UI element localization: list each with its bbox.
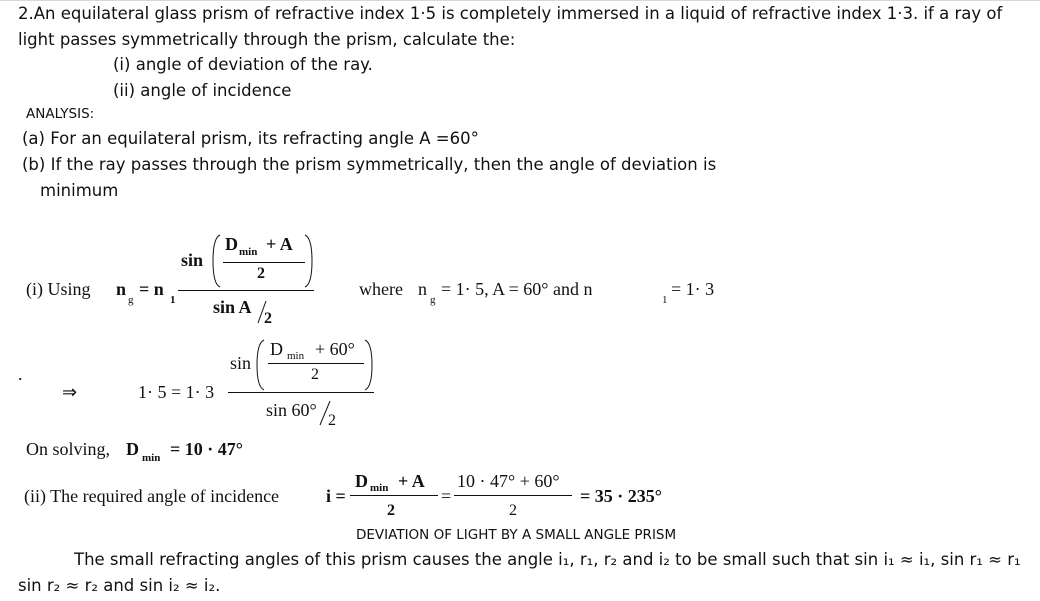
eq1-left-paren [211, 234, 221, 288]
eq2-slash-two: 2 [328, 412, 336, 429]
solving-text: On solving, [26, 439, 111, 459]
eq1-right-paren [304, 234, 314, 288]
eq2-sin: sin [230, 353, 252, 373]
eq3-two-2: 2 [509, 502, 517, 519]
eq2-inner-fraction-bar [268, 363, 364, 364]
solving-D: D [126, 439, 139, 459]
eq3-result: = 35 · 235° [580, 486, 662, 506]
eq1-using: (i) Using [26, 279, 91, 299]
eq2-implies-arrow: ⇒ [62, 382, 78, 402]
eq1-inner-fraction-bar [223, 262, 305, 263]
question-line-2: light passes symmetrically through the prism, calculate the: [18, 30, 516, 49]
eq1-g-sub: g [128, 294, 134, 306]
eq2-right-paren [364, 339, 374, 391]
eq1-n: n [116, 279, 127, 299]
eq2-lhs: 1· 5 = 1· 3 [138, 382, 215, 402]
eq2-sin-60: sin 60° [266, 400, 317, 420]
eq1-sin: sin [181, 250, 204, 270]
eq1-where-n: n [418, 279, 427, 299]
analysis-b-line-1: (b) If the ray passes through the prism symmetrically, then the angle of deviation is [22, 155, 717, 174]
eq3-fraction-bar-1 [350, 495, 438, 496]
eq2-inner-two: 2 [311, 366, 319, 383]
analysis-a: (a) For an equilateral prism, its refracting angle A =60° [22, 129, 479, 148]
eq2-D: D [270, 339, 283, 359]
eq3-plus-A: + A [398, 471, 425, 491]
question-line-1: 2.An equilateral glass prism of refractive index 1·5 is completely immersed in a liquid of refractive index 1·3. if a ray of [18, 4, 1003, 23]
eq1-where: where [359, 279, 403, 299]
question-part-ii: (ii) angle of incidence [113, 81, 292, 100]
solving-min-sub: min [142, 452, 161, 464]
eq1-slash-two: 2 [264, 310, 272, 327]
eq3-two-1: 2 [387, 502, 395, 519]
analysis-b-line-2: minimum [40, 181, 119, 200]
eq1-where-rest: = 1· 5, A = 60° and n [441, 279, 593, 299]
eq3-fraction-bar-2 [454, 495, 572, 496]
eq2-fraction-bar [228, 392, 374, 393]
eq1-plus-A: + A [266, 234, 293, 254]
eq1-where-one: 1 [662, 294, 668, 306]
eq1-inner-two: 2 [257, 265, 265, 282]
small-angle-line-1: The small refracting angles of this prism causes the angle i₁, r₁, r₂ and i₂ to be small such that sin i₁ ≈ i₁, sin r₁ ≈ r₁ [74, 550, 1021, 569]
small-angle-heading: DEVIATION OF LIGHT BY A SMALL ANGLE PRISM [356, 527, 677, 543]
eq3-min-sub: min [370, 482, 389, 494]
eq1-where-value: = 1· 3 [671, 279, 715, 299]
eq3-num-2: 10 · 47° + 60° [457, 471, 560, 491]
eq3-i-eq: i = [326, 486, 346, 506]
eq1-eq-n: = n [139, 279, 164, 299]
question-part-i: (i) angle of deviation of the ray. [113, 55, 373, 74]
eq1-where-g: g [430, 294, 436, 306]
eq1-fraction-bar [178, 290, 314, 291]
eq1-sin-A: sin A [213, 297, 252, 317]
eq3-eq: = [441, 486, 452, 506]
eq1-one-sub: 1 [170, 294, 176, 306]
eq2-min-sub: min [287, 350, 305, 362]
top-border [0, 0, 1040, 1]
eq2-plus-60: + 60° [315, 339, 355, 359]
eq1-D: D [225, 234, 238, 254]
analysis-heading: ANALYSIS: [26, 106, 95, 122]
eq3-label: (ii) The required angle of incidence [24, 486, 280, 506]
small-angle-line-2: sin r₂ ≈ r₂ and sin i₂ ≈ i₂. [18, 576, 221, 595]
solving-value: = 10 · 47° [170, 439, 243, 459]
eq2-left-paren [255, 339, 265, 391]
eq1-min-sub: min [239, 246, 258, 258]
eq2-dot: . [18, 364, 23, 384]
eq3-D: D [355, 471, 368, 491]
